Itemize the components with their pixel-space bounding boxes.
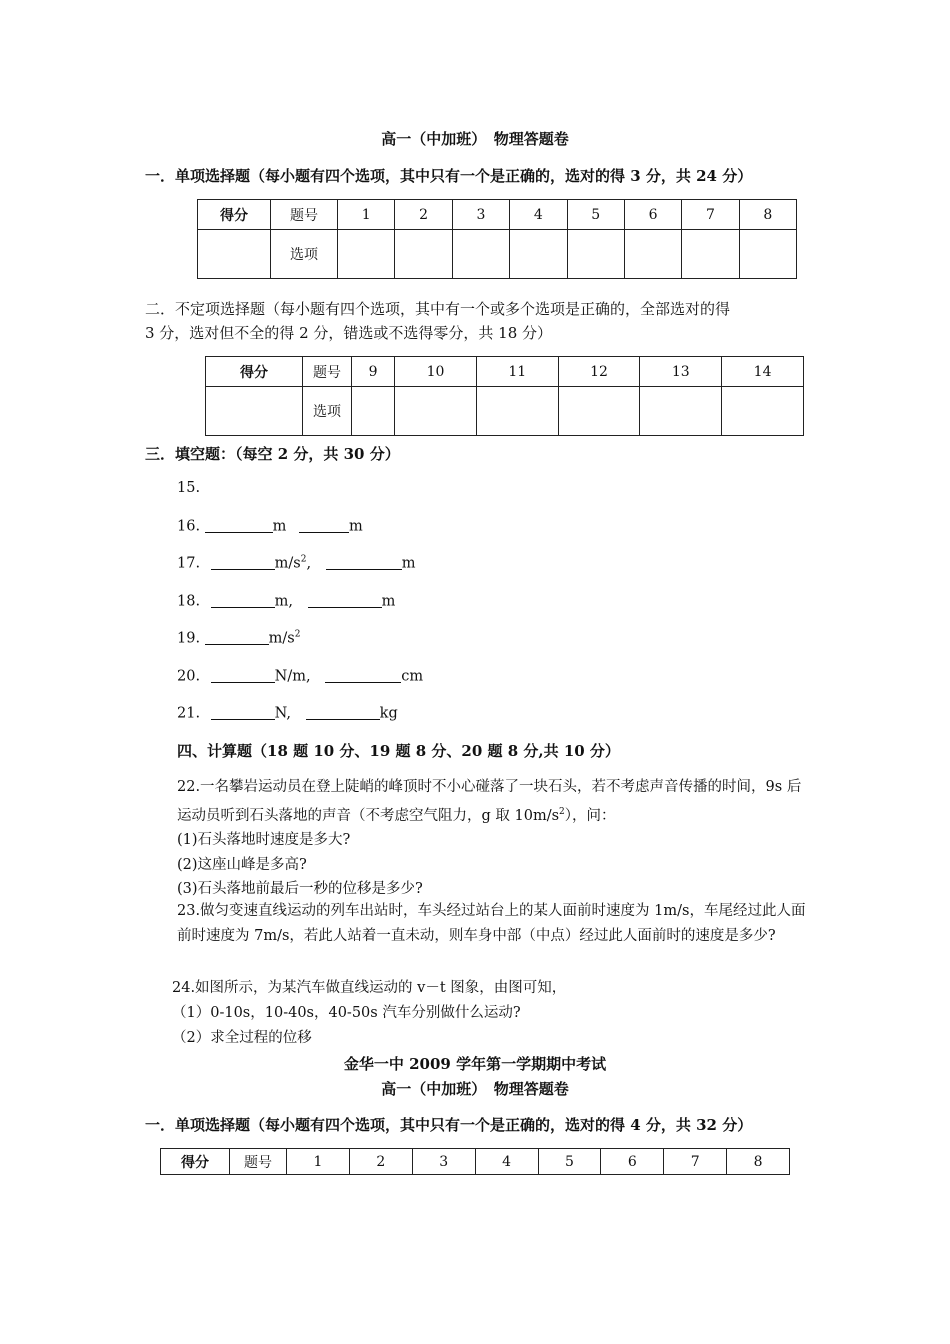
answer-blank[interactable] [326, 554, 402, 570]
answer-cell[interactable] [352, 387, 395, 436]
question-number: 5 [567, 200, 624, 230]
question-number: 3 [412, 1149, 475, 1175]
option-label: 选项 [271, 230, 338, 279]
answer-blank[interactable] [211, 704, 275, 720]
question-number: 8 [739, 200, 796, 230]
question-number: 8 [727, 1149, 790, 1175]
fill-q21: 21. N, kg [177, 705, 398, 722]
answer-blank[interactable] [325, 667, 401, 683]
answer-blank[interactable] [205, 629, 269, 645]
question-number: 7 [682, 200, 739, 230]
answer-cell[interactable] [682, 230, 739, 279]
section-3-heading: 三．填空题：（每空 2 分，共 30 分） [145, 445, 400, 463]
answer-cell[interactable] [640, 387, 722, 436]
answer-cell[interactable] [476, 387, 558, 436]
question-number: 5 [538, 1149, 601, 1175]
question-number: 9 [352, 357, 395, 387]
fill-q16: 16. m m [177, 518, 363, 535]
answer-table-1 [197, 199, 797, 279]
question-number-label: 题号 [230, 1149, 287, 1175]
question-22: 22.一名攀岩运动员在登上陡峭的峰顶时不小心碰落了一块石头，若不考虑声音传播的时间，9s 后运动员听到石头落地的声音（不考虑空气阻力，g 取 $10m/s^2$），问： [177, 779, 802, 824]
answer-cell[interactable] [739, 230, 796, 279]
answer-cell[interactable] [722, 387, 804, 436]
score-label: 得分 [206, 357, 303, 387]
answer-blank[interactable] [211, 667, 275, 683]
answer-table-3 [160, 1148, 790, 1175]
answer-cell[interactable] [452, 230, 509, 279]
answer-table-2 [205, 356, 804, 436]
question-24-part-2: （2）求全过程的位移 [172, 1030, 312, 1046]
answer-cell[interactable] [567, 230, 624, 279]
answer-blank[interactable] [306, 704, 380, 720]
question-number: 13 [640, 357, 722, 387]
question-number: 3 [452, 200, 509, 230]
question-number-label: 题号 [271, 200, 338, 230]
question-number: 1 [287, 1149, 350, 1175]
question-number: 6 [624, 200, 681, 230]
answer-blank[interactable] [211, 592, 275, 608]
question-number: 7 [664, 1149, 727, 1175]
score-label: 得分 [198, 200, 271, 230]
question-number: 4 [510, 200, 567, 230]
fill-q19: 19. $m/s^2$ [177, 629, 301, 647]
answer-cell[interactable] [558, 387, 640, 436]
fill-q20: 20. N/m, cm [177, 668, 424, 685]
answer-cell[interactable] [510, 230, 567, 279]
question-23: 23.做匀变速直线运动的列车出站时，车头经过站台上的某人面前时速度为 1m/s，车尾经过此人面前时速度为 7m/s，若此人站着一直未动，则车身中部（中点）经过此人面前时的速度是多少? [177, 903, 806, 944]
page-title-2: 高一（中加班） 物理答题卷 [381, 1080, 569, 1098]
question-24: 24.如图所示，为某汽车做直线运动的 v－t 图象，由图可知， [172, 980, 567, 996]
question-number: 1 [338, 200, 395, 230]
answer-cell[interactable] [624, 230, 681, 279]
question-number: 2 [395, 200, 452, 230]
question-number: 4 [475, 1149, 538, 1175]
question-22-part-1: (1)石头落地时速度是多大? [177, 832, 351, 848]
question-number-label: 题号 [303, 357, 352, 387]
score-label: 得分 [161, 1149, 230, 1175]
fill-q18: 18. m, m [177, 593, 396, 610]
answer-blank[interactable] [299, 517, 349, 533]
question-22-part-3: (3)石头落地前最后一秒的位移是多少? [177, 881, 423, 897]
answer-blank[interactable] [211, 554, 275, 570]
answer-cell[interactable] [338, 230, 395, 279]
score-cell[interactable] [206, 387, 303, 436]
section-1-heading-2: 一．单项选择题（每小题有四个选项，其中只有一个是正确的，选对的得 4 分，共 32 分） [145, 1116, 753, 1134]
question-22-part-2: (2)这座山峰是多高? [177, 857, 307, 873]
school-exam-title: 金华一中 2009 学年第一学期期中考试 [343, 1055, 607, 1073]
answer-blank[interactable] [308, 592, 382, 608]
question-number: 2 [349, 1149, 412, 1175]
fill-q17: 17. $m/s^2$, m [177, 554, 416, 572]
question-number: 11 [476, 357, 558, 387]
answer-cell[interactable] [395, 230, 452, 279]
score-cell[interactable] [198, 230, 271, 279]
answer-cell[interactable] [395, 387, 477, 436]
question-number: 14 [722, 357, 804, 387]
question-number: 12 [558, 357, 640, 387]
question-24-part-1: （1）0-10s，10-40s，40-50s 汽车分别做什么运动? [172, 1005, 521, 1021]
question-number: 10 [395, 357, 477, 387]
page-title: 高一（中加班） 物理答题卷 [381, 130, 569, 148]
section-2-heading-line2: 3 分，选对但不全的得 2 分，错选或不选得零分，共 18 分） [145, 324, 553, 342]
question-number: 6 [601, 1149, 664, 1175]
section-4-heading: 四、计算题（18 题 10 分、19 题 8 分、20 题 8 分,共 10 分） [177, 742, 620, 760]
section-1-heading: 一．单项选择题（每小题有四个选项，其中只有一个是正确的，选对的得 3 分，共 24 分） [145, 167, 753, 185]
option-label: 选项 [303, 387, 352, 436]
answer-blank[interactable] [205, 517, 273, 533]
section-2-heading-line1: 二．不定项选择题（每小题有四个选项，其中有一个或多个选项是正确的，全部选对的得 [145, 300, 731, 318]
fill-q15: 15. [177, 480, 201, 496]
